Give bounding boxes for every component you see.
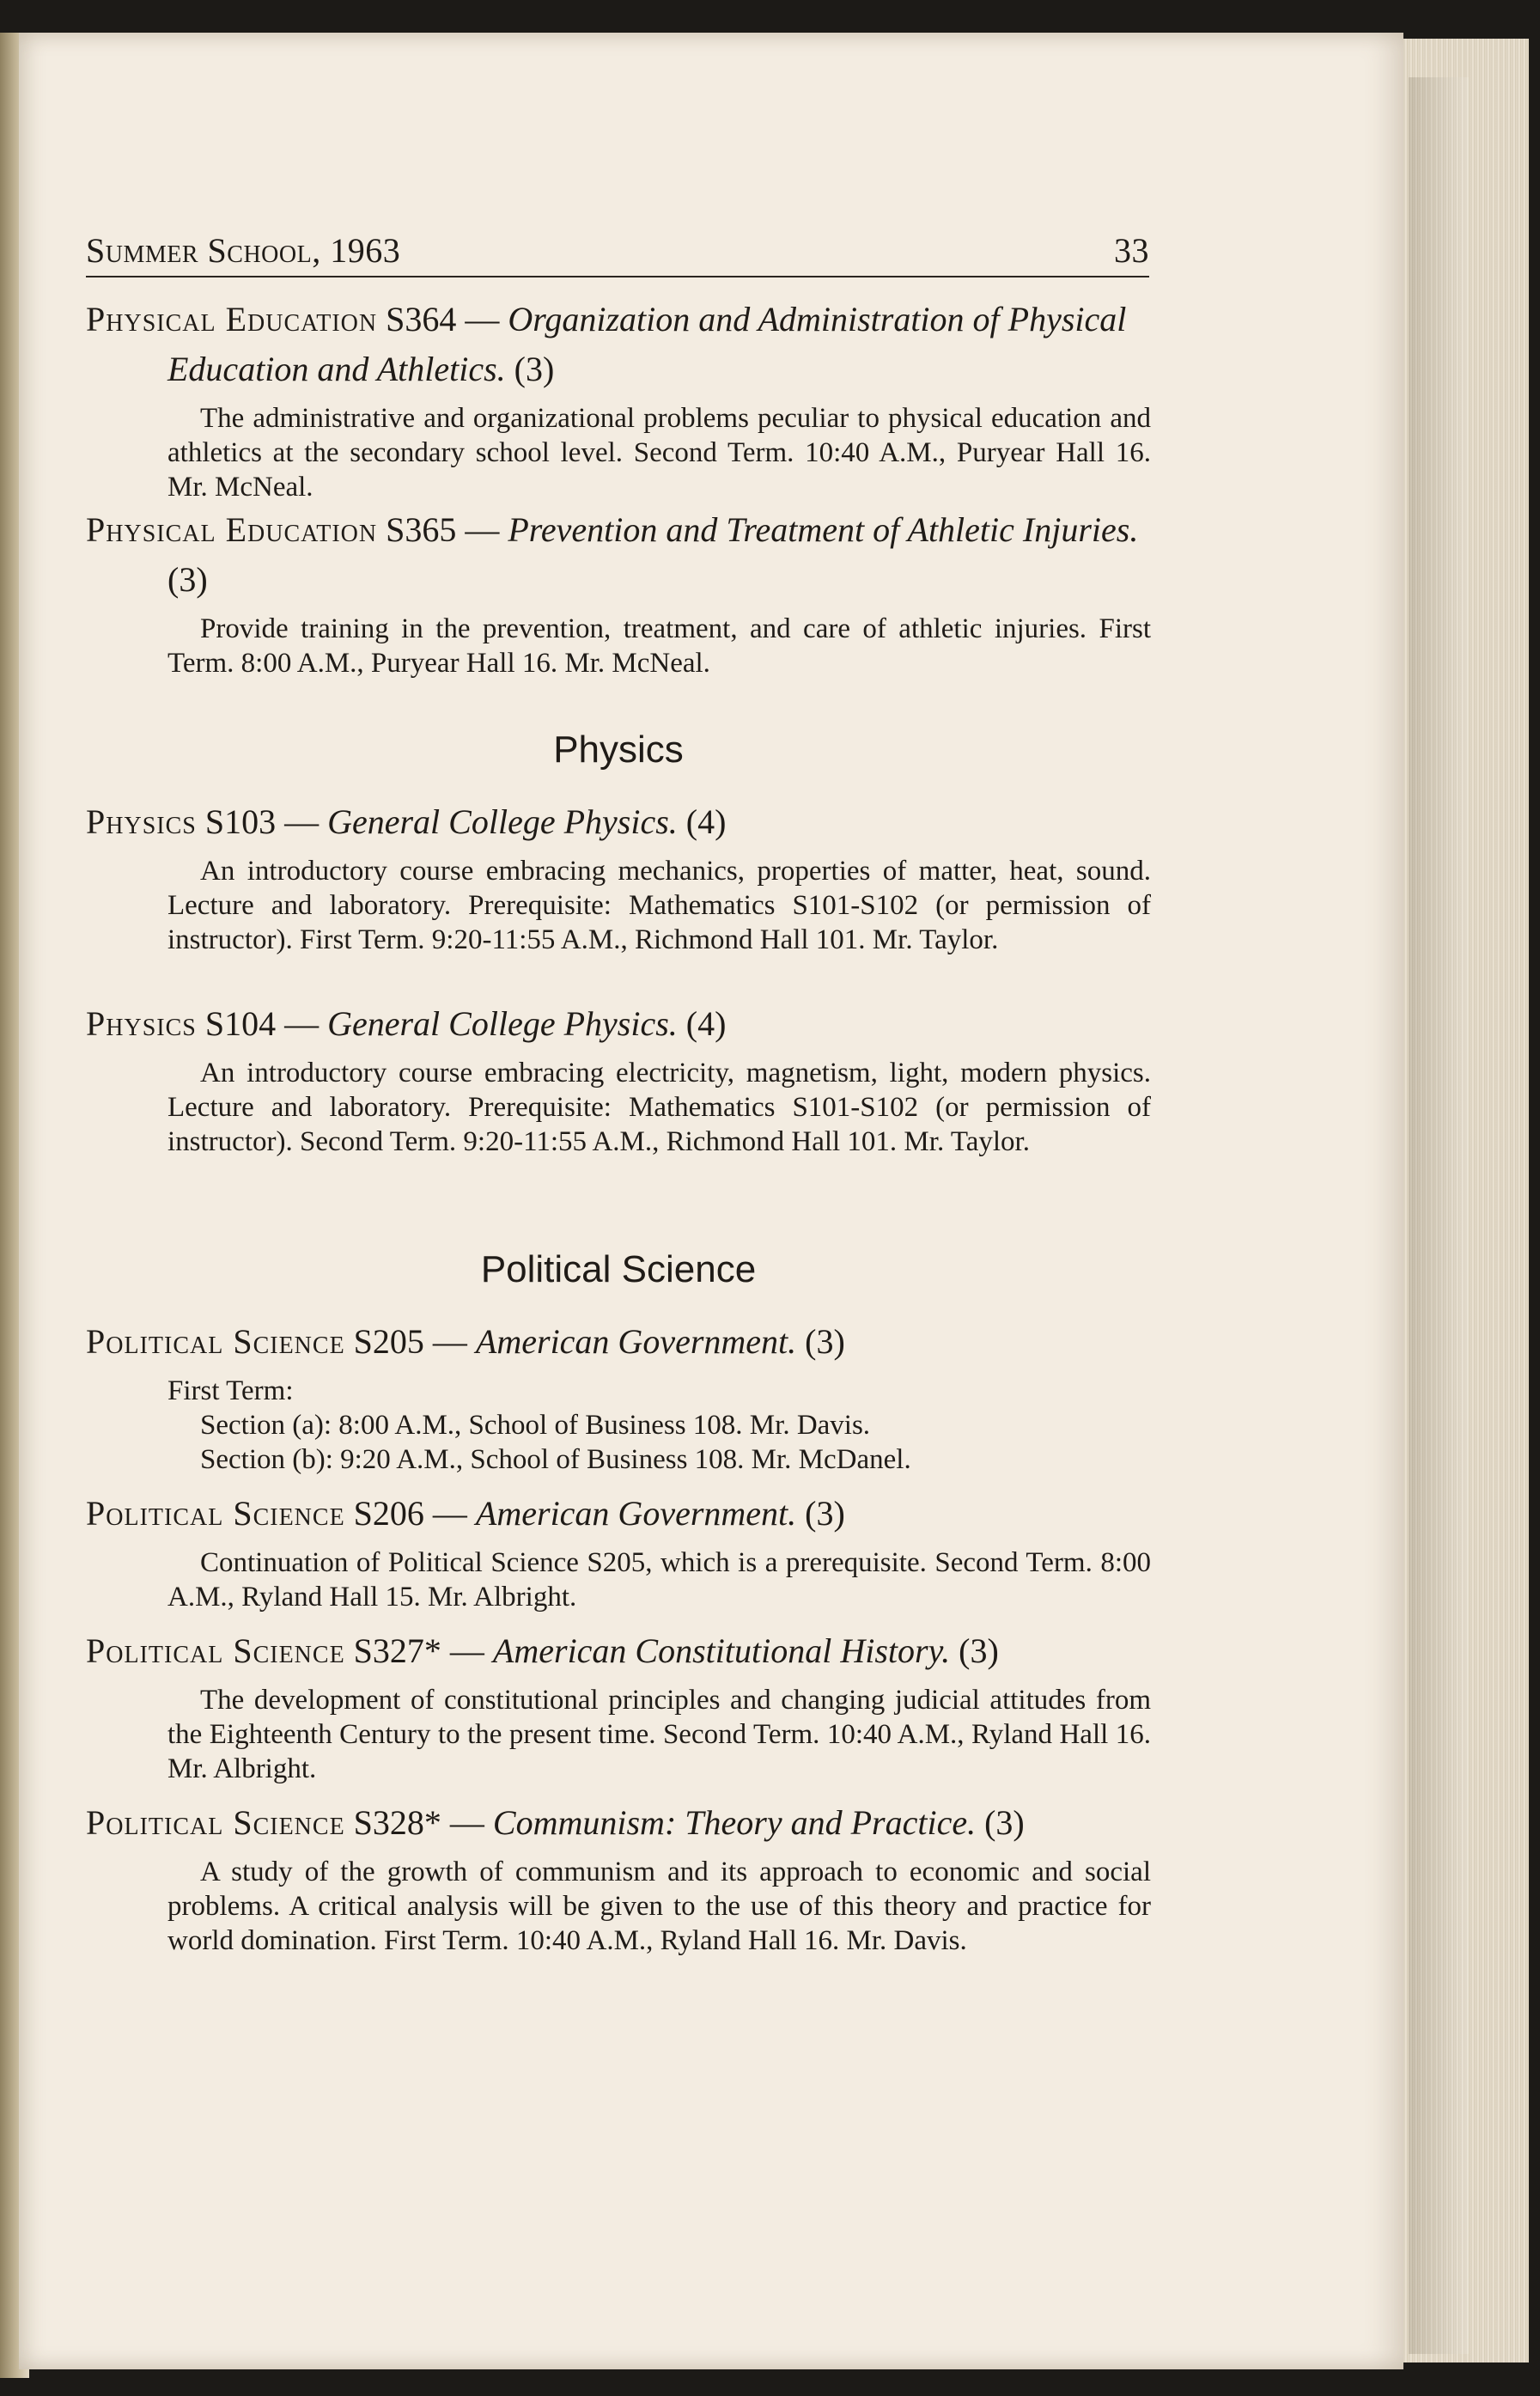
course-title: General College Physics. — [327, 802, 678, 841]
course-heading: Political Science S205 — American Government. (3) — [86, 1322, 845, 1361]
course-title: General College Physics. — [327, 1004, 678, 1043]
page-edge-shadow — [1409, 77, 1469, 2354]
course-credits: (3) — [805, 1322, 845, 1361]
course-dept: Political Science — [86, 1631, 345, 1670]
section-line: Section (b): 9:20 A.M., School of Business 108. Mr. McDanel. — [200, 1444, 911, 1475]
course-description: A study of the growth of communism and its approach to economic and social problems. A critical analysis will be given to the use of this theory and practice for world domination. First Term. 10:40 A.M., Ryland Hall 16. Mr. Davis. — [167, 1856, 1151, 1956]
course-title: American Government. — [475, 1494, 797, 1533]
catalog-page — [19, 33, 1403, 2369]
running-head — [86, 230, 1149, 277]
section-heading-political-science: Political Science — [480, 1248, 757, 1290]
course-entry — [86, 1317, 1151, 1477]
course-dept: Physics — [86, 1004, 197, 1043]
course-description: Continuation of Political Science S205, which is a prerequisite. Second Term. 8:00 A.M., Ryland Hall 15. Mr. Albright. — [167, 1547, 1151, 1613]
section-heading-physics: Physics — [553, 729, 684, 771]
course-code: S104 — [204, 1004, 277, 1043]
course-description: An introductory course embracing mechanics, properties of matter, heat, sound. Lecture and laboratory. Prerequisite: Mathematics S101-S102 (or permission of instructor). First Term. 9:20-11:55 A.M., Richmond Hall 101. Mr. Taylor. — [167, 856, 1151, 955]
course-credits: (3) — [514, 350, 555, 388]
course-description: The development of constitutional principles and changing judicial attitudes from the Eighteenth Century to the present time. Second Term. 10:40 A.M., Ryland Hall 16. Mr. Albright. — [167, 1685, 1151, 1784]
course-credits: (3) — [805, 1494, 845, 1533]
course-heading: Physics S103 — General College Physics. (4) — [86, 802, 727, 841]
course-entry — [86, 999, 1151, 1159]
course-code: S205 — [353, 1322, 424, 1361]
course-entry — [86, 1489, 1151, 1614]
course-title: Organization and Administration of Physical Education and Athletics. — [167, 300, 1127, 388]
course-entry — [86, 505, 1151, 680]
course-description: Provide training in the prevention, treatment, and care of athletic injuries. First Term. 8:00 A.M., Puryear Hall 16. Mr. McNeal. — [167, 613, 1151, 679]
course-heading: Physics S104 — General College Physics. (4) — [86, 1004, 727, 1043]
course-description: The administrative and organizational problems peculiar to physical education and athletics at the secondary school level. Second Term. 10:40 A.M., Puryear Hall 16. Mr. McNeal. — [167, 403, 1151, 503]
course-heading: Physical Education S365 — Prevention and Treatment of Athletic Injuries. (3) — [86, 510, 1139, 599]
course-title: American Constitutional History. — [492, 1631, 951, 1670]
course-code: S365 — [386, 510, 457, 549]
course-code: S103 — [204, 802, 277, 841]
course-code: S328* — [353, 1803, 441, 1842]
course-code: S364 — [386, 300, 457, 338]
course-heading: Political Science S206 — American Government. (3) — [86, 1494, 845, 1533]
running-head-title: Summer School, 1963 — [86, 231, 401, 270]
course-dept: Political Science — [86, 1803, 345, 1842]
course-credits: (4) — [685, 802, 727, 841]
course-title: Communism: Theory and Practice. — [492, 1803, 977, 1842]
course-dept: Physics — [86, 802, 197, 841]
course-heading: Political Science S327* — American Constitutional History. (3) — [86, 1631, 999, 1670]
course-credits: (4) — [685, 1004, 727, 1043]
course-dept: Physical Education — [86, 510, 378, 549]
course-code: S206 — [353, 1494, 424, 1533]
course-description: An introductory course embracing electricity, magnetism, light, modern physics. Lecture and laboratory. Prerequisite: Mathematics S101-S102 (or permission of instructor). Second Term. 9:20-11:55 A.M., Richmond Hall 101. Mr. Taylor. — [167, 1058, 1151, 1157]
course-credits: (3) — [959, 1631, 999, 1670]
page-number: 33 — [1114, 231, 1149, 270]
section-line: Section (a): 8:00 A.M., School of Business 108. Mr. Davis. — [200, 1410, 871, 1441]
term-label: First Term: — [167, 1375, 294, 1406]
course-entry — [86, 295, 1151, 504]
course-heading: Physical Education S364 — Organization and Administration of Physical Education and Athletics. (3) — [86, 300, 1127, 388]
course-entry — [86, 797, 1151, 957]
course-entry — [86, 1798, 1151, 1958]
course-title: Prevention and Treatment of Athletic Injuries. — [508, 510, 1139, 549]
course-dept: Political Science — [86, 1494, 345, 1533]
course-heading: Political Science S328* — Communism: Theory and Practice. (3) — [86, 1803, 1025, 1842]
course-code: S327* — [353, 1631, 441, 1670]
course-dept: Political Science — [86, 1322, 345, 1361]
course-credits: (3) — [984, 1803, 1025, 1842]
course-entry — [86, 1626, 1151, 1786]
course-dept: Physical Education — [86, 300, 378, 338]
course-credits: (3) — [167, 560, 208, 599]
course-title: American Government. — [475, 1322, 797, 1361]
